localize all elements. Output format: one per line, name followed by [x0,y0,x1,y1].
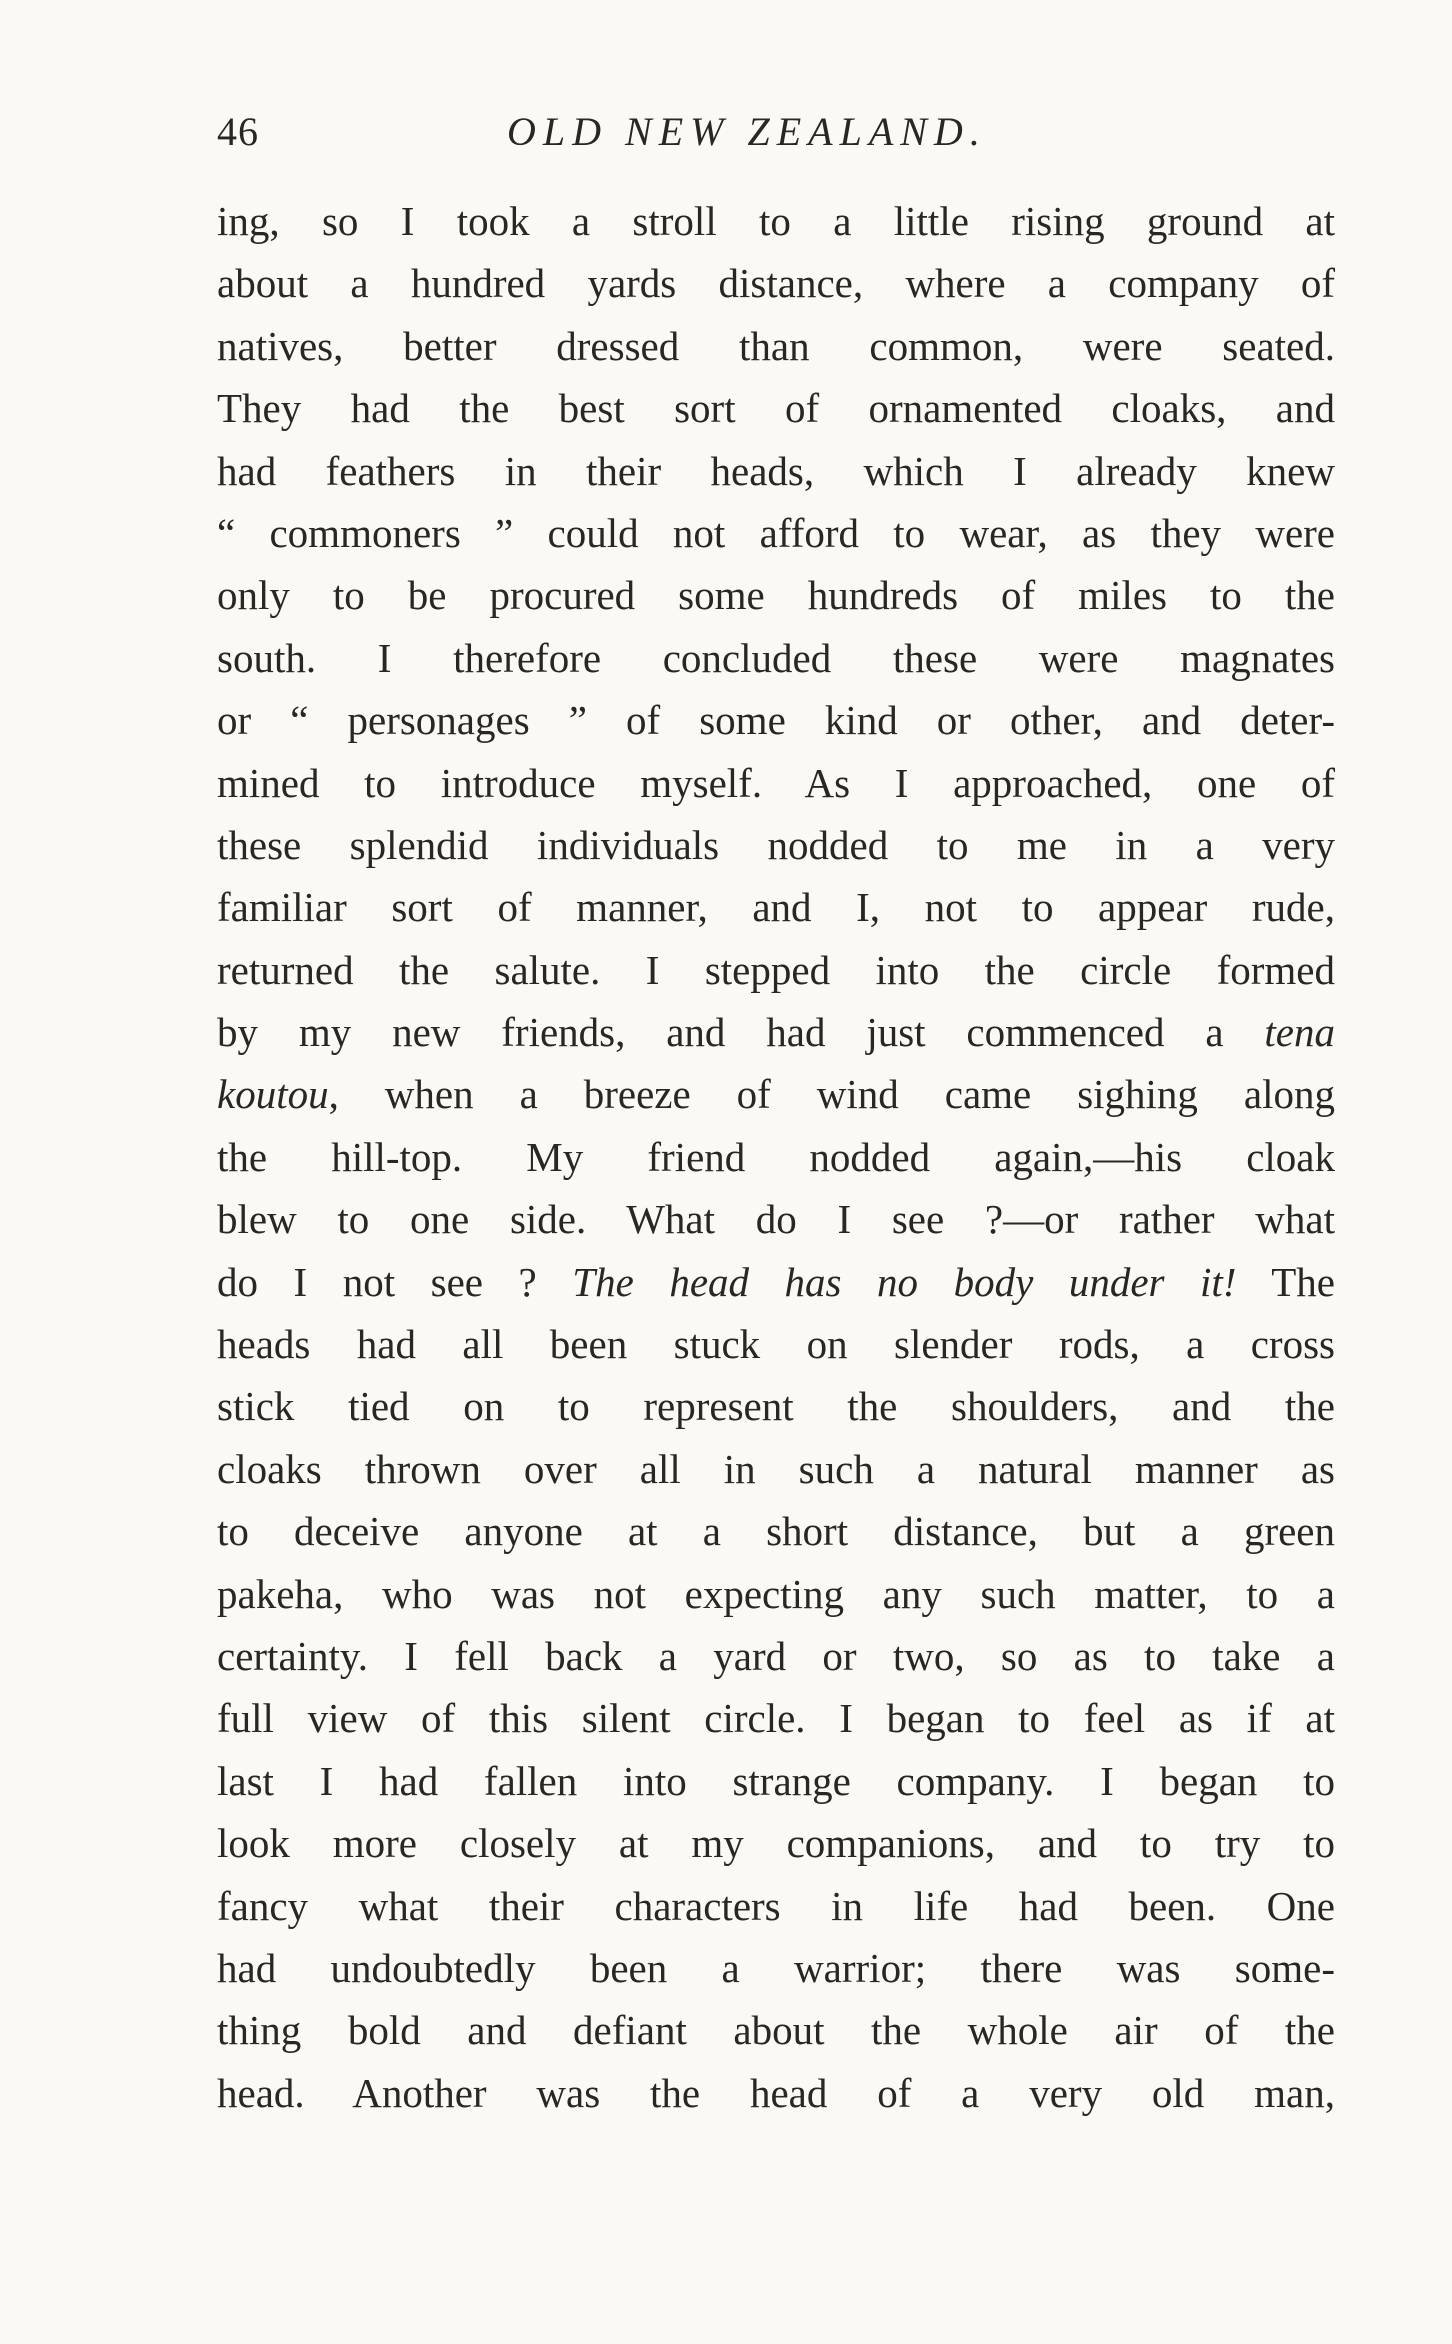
text-line [217,1313,1335,1375]
text-line [217,1937,1335,1999]
text-line [217,876,1335,938]
text-line [217,1812,1335,1874]
page-header [217,108,1337,168]
text-segment: certainty. I fell back a yard or two, so as to take a [217,1632,1335,1679]
text-line [217,315,1335,377]
italic-text: tena [1264,1009,1335,1056]
text-segment: look more closely at my companions, and to try to [217,1820,1335,1867]
text-segment: last I had fallen into strange company. I began to [217,1757,1335,1804]
text-segment: about a hundred yards distance, where a company of [217,260,1335,307]
text-segment: only to be procured some hundreds of miles to the [217,572,1335,619]
text-segment: natives, better dressed than common, were seated. [217,322,1335,369]
text-line [217,502,1335,564]
text-line [217,1875,1335,1937]
text-line [217,1999,1335,2061]
text-segment: had feathers in their heads, which I already knew [217,447,1335,494]
text-line [217,627,1335,689]
text-line [217,2062,1335,2124]
text-line [217,814,1335,876]
text-segment: ing, so I took a stroll to a little rising ground at [217,198,1335,244]
text-segment: the hill-top. My friend nodded again,—his cloak [217,1133,1335,1180]
italic-text: koutou [217,1071,329,1118]
text-line [217,752,1335,814]
text-segment: south. I therefore concluded these were magnates [217,634,1335,681]
text-segment: do I not see ? [217,1258,573,1305]
text-segment: They had the best sort of ornamented cloaks, and [217,385,1335,432]
text-line [217,1625,1335,1687]
running-head: OLD NEW ZEALAND. [507,109,987,154]
text-segment: these splendid individuals nodded to me in a very [217,821,1335,868]
text-segment: thing bold and defiant about the whole air of the [217,2007,1335,2054]
text-line [217,252,1335,314]
text-segment: head. Another was the head of a very old man, [217,2069,1335,2116]
text-segment: had undoubtedly been a warrior; there was some- [217,1944,1335,1991]
text-segment: full view of this silent circle. I began to feel as if at [217,1695,1335,1742]
text-segment: heads had all been stuck on slender rods, a cross [217,1321,1335,1368]
text-segment: to deceive anyone at a short distance, but a green [217,1508,1335,1555]
text-segment: cloaks thrown over all in such a natural manner as [217,1445,1335,1492]
text-line [217,1375,1335,1437]
text-line [217,1563,1335,1625]
body-text [217,190,1335,2124]
text-segment: fancy what their characters in life had been. One [217,1882,1335,1929]
text-line [217,1251,1335,1313]
text-line [217,1188,1335,1250]
text-segment: stick tied on to represent the shoulders, and the [217,1383,1335,1430]
text-line [217,1687,1335,1749]
text-line [217,564,1335,626]
page-number: 46 [217,109,259,154]
text-segment: mined to introduce myself. As I approached, one of [217,759,1335,806]
text-line [217,1063,1335,1125]
italic-text: The head has no body under it! [572,1258,1237,1305]
text-line [217,1438,1335,1500]
text-line [217,377,1335,439]
text-segment: “ commoners ” could not afford to wear, as they were [217,509,1335,556]
text-segment: The [1236,1258,1335,1305]
text-line [217,939,1335,1001]
text-line [217,1126,1335,1188]
text-segment: returned the salute. I stepped into the circle formed [217,946,1335,993]
text-line [217,1001,1335,1063]
text-segment: pakeha, who was not expecting any such matter, to a [217,1570,1335,1617]
text-line [217,440,1335,502]
text-segment: familiar sort of manner, and I, not to appear rude, [217,884,1335,931]
text-line [217,689,1335,751]
text-line [217,190,1335,252]
text-line [217,1750,1335,1812]
text-segment: , when a breeze of wind came sighing along [328,1071,1335,1118]
text-segment: by my new friends, and had just commenced a [217,1009,1265,1056]
text-segment: or “ personages ” of some kind or other, and deter- [217,697,1335,744]
text-line [217,1500,1335,1562]
text-segment: blew to one side. What do I see ?—or rather what [217,1196,1335,1243]
